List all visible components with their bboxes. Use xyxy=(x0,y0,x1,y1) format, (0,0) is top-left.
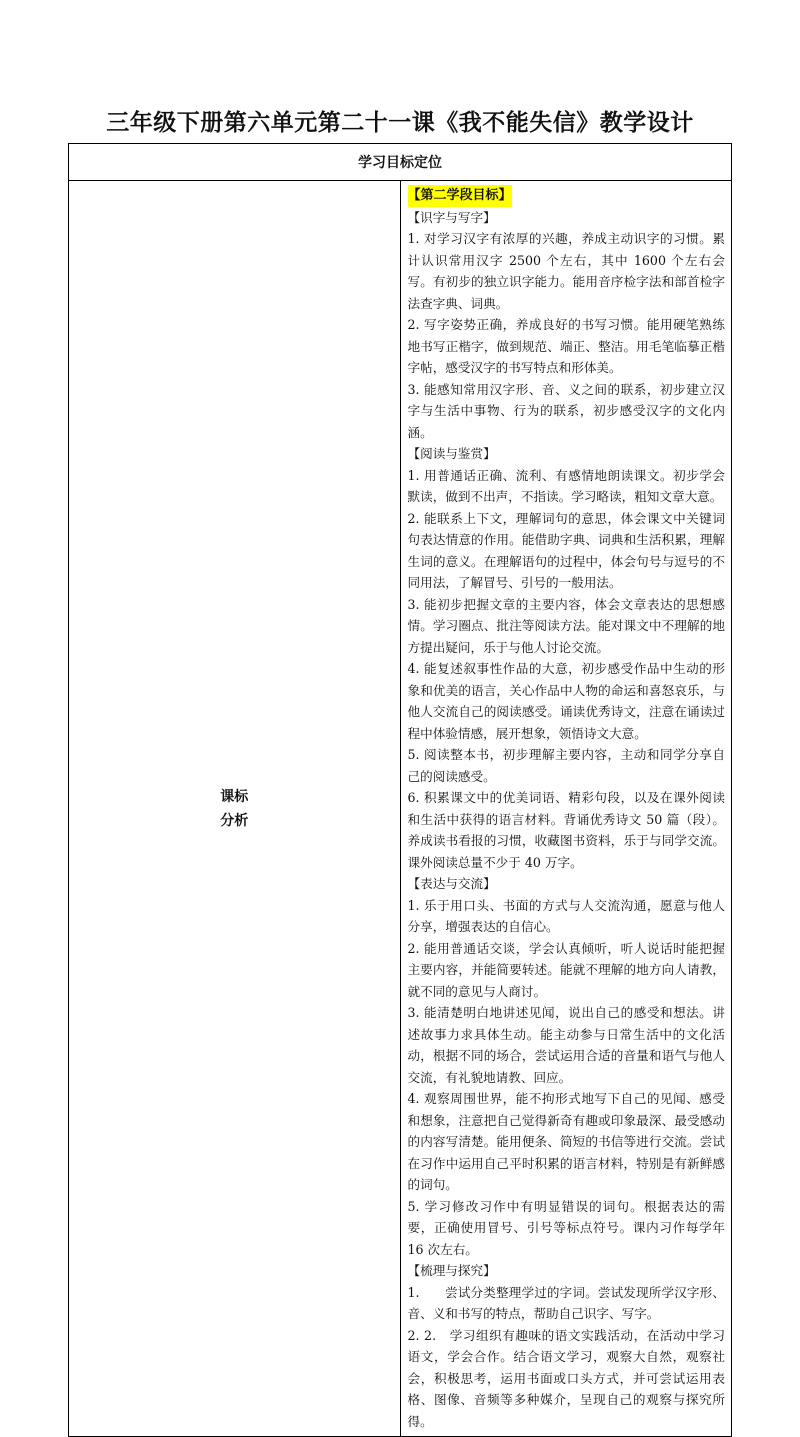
list-item: 3. 能清楚明白地讲述见闻，说出自己的感受和想法。讲述故事力求具体生动。能主动参与日常生活中的文化活动，根据不同的场合，尝试运用合适的音量和语气与他人交流，有礼貌地请教、回应。 xyxy=(407,1005,725,1085)
lesson-design-table xyxy=(68,143,732,1437)
list-item: 3. 能感知常用汉字形、音、义之间的联系，初步建立汉字与生活中事物、行为的联系，初步感受汉字的文化内涵。 xyxy=(407,381,725,440)
list-item: 6. 积累课文中的优美词语、精彩句段，以及在课外阅读和生活中获得的语言材料。背诵优秀诗文 50 篇（段）。养成读书看报的习惯，收藏图书资料，乐于与同学交流。课外阅读总量不少于 40 万字。 xyxy=(407,790,725,870)
list-item: 3. 能初步把握文章的主要内容，体会文章表达的思想感情。学习圈点、批注等阅读方法。能对课文中不理解的地方提出疑问，乐于与他人讨论交流。 xyxy=(407,596,725,655)
section-heading: 【阅读与鉴赏】 xyxy=(407,446,496,461)
content-cell xyxy=(400,181,732,1437)
side-label-line2: 分析 xyxy=(220,812,249,829)
list-item: 2. 2. 学习组织有趣味的语文实践活动，在活动中学习语文，学会合作。结合语文学习，观察大自然，观察社会，积极思考，运用书面或口头方式，并可尝试运用表格、图像、音频等多种媒介，呈现自己的观察与探究所得。 xyxy=(407,1327,725,1429)
list-item: 4. 观察周围世界，能不拘形式地写下自己的见闻、感受和想象，注意把自己觉得新奇有趣或印象最深、最受感动的内容写清楚。能用便条、简短的书信等进行交流。尝试在习作中运用自己平时积累的语言材料，特别是有新鲜感的词句。 xyxy=(407,1091,725,1192)
section-reading xyxy=(408,443,726,873)
side-label-line1: 课标 xyxy=(220,788,249,805)
table-body-row xyxy=(69,181,732,1437)
section-inquiry xyxy=(408,1260,726,1432)
stage-goal-label: 【第二学段目标】 xyxy=(408,185,512,207)
list-item: 2. 写字姿势正确，养成良好的书写习惯。能用硬笔熟练地书写正楷字，做到规范、端正、整洁。用毛笔临摹正楷字帖，感受汉字的书写特点和形体美。 xyxy=(407,317,725,375)
list-item: 1. 对学习汉字有浓厚的兴趣，养成主动识字的习惯。累计认识常用汉字 2500 个左右，其中 1600 个左右会写。有初步的独立识字能力。能用音序检字法和部首检字法查字典、词典。 xyxy=(407,231,725,311)
stage-goal-row xyxy=(408,184,726,207)
list-item: 2. 能用普通话交谈，学会认真倾听，听人说话时能把握主要内容，并能简要转述。能就不理解的地方向人请教，就不同的意见与人商讨。 xyxy=(407,940,725,999)
list-item: 1. 用普通话正确、流利、有感情地朗读课文。初步学会默读，做到不出声，不指读。学习略读，粗知文章大意。 xyxy=(407,467,725,504)
section-heading: 【识字与写字】 xyxy=(407,209,496,225)
table-header-cell: 学习目标定位 xyxy=(69,144,732,181)
side-label-cell xyxy=(69,181,401,1437)
section-heading: 【梳理与探究】 xyxy=(407,1263,496,1278)
list-item: 5. 学习修改习作中有明显错误的词句。根据表达的需要，正确使用冒号、引号等标点符号。课内习作每学年 16 次左右。 xyxy=(407,1198,725,1257)
list-item: 2. 能联系上下文，理解词句的意思，体会课文中关键词句表达情意的作用。能借助字典、词典和生活积累，理解生词的意义。在理解语句的过程中，体会句号与逗号的不同用法，了解冒号、引号的一般用法。 xyxy=(407,510,725,590)
table-header-row xyxy=(69,144,732,181)
section-expression xyxy=(408,873,726,1260)
list-item: 4. 能复述叙事性作品的大意，初步感受作品中生动的形象和优美的语言，关心作品中人物的命运和喜怒哀乐，与他人交流自己的阅读感受。诵读优秀诗文，注意在诵读过程中体验情感，展开想象，领悟诗文大意。 xyxy=(407,661,725,741)
list-item: 5. 阅读整本书，初步理解主要内容，主动和同学分享自己的阅读感受。 xyxy=(407,747,725,784)
document-title: 三年级下册第六单元第二十一课《我不能失信》教学设计 xyxy=(106,110,694,136)
list-item: 1. 乐于用口头、书面的方式与人交流沟通，愿意与他人分享，增强表达的自信心。 xyxy=(407,897,725,934)
section-literacy xyxy=(408,207,726,444)
list-item: 1. 尝试分类整理学过的字词。尝试发现所学汉字形、音、义和书写的特点，帮助自己识字、写字。 xyxy=(407,1284,725,1321)
section-heading: 【表达与交流】 xyxy=(407,876,496,891)
